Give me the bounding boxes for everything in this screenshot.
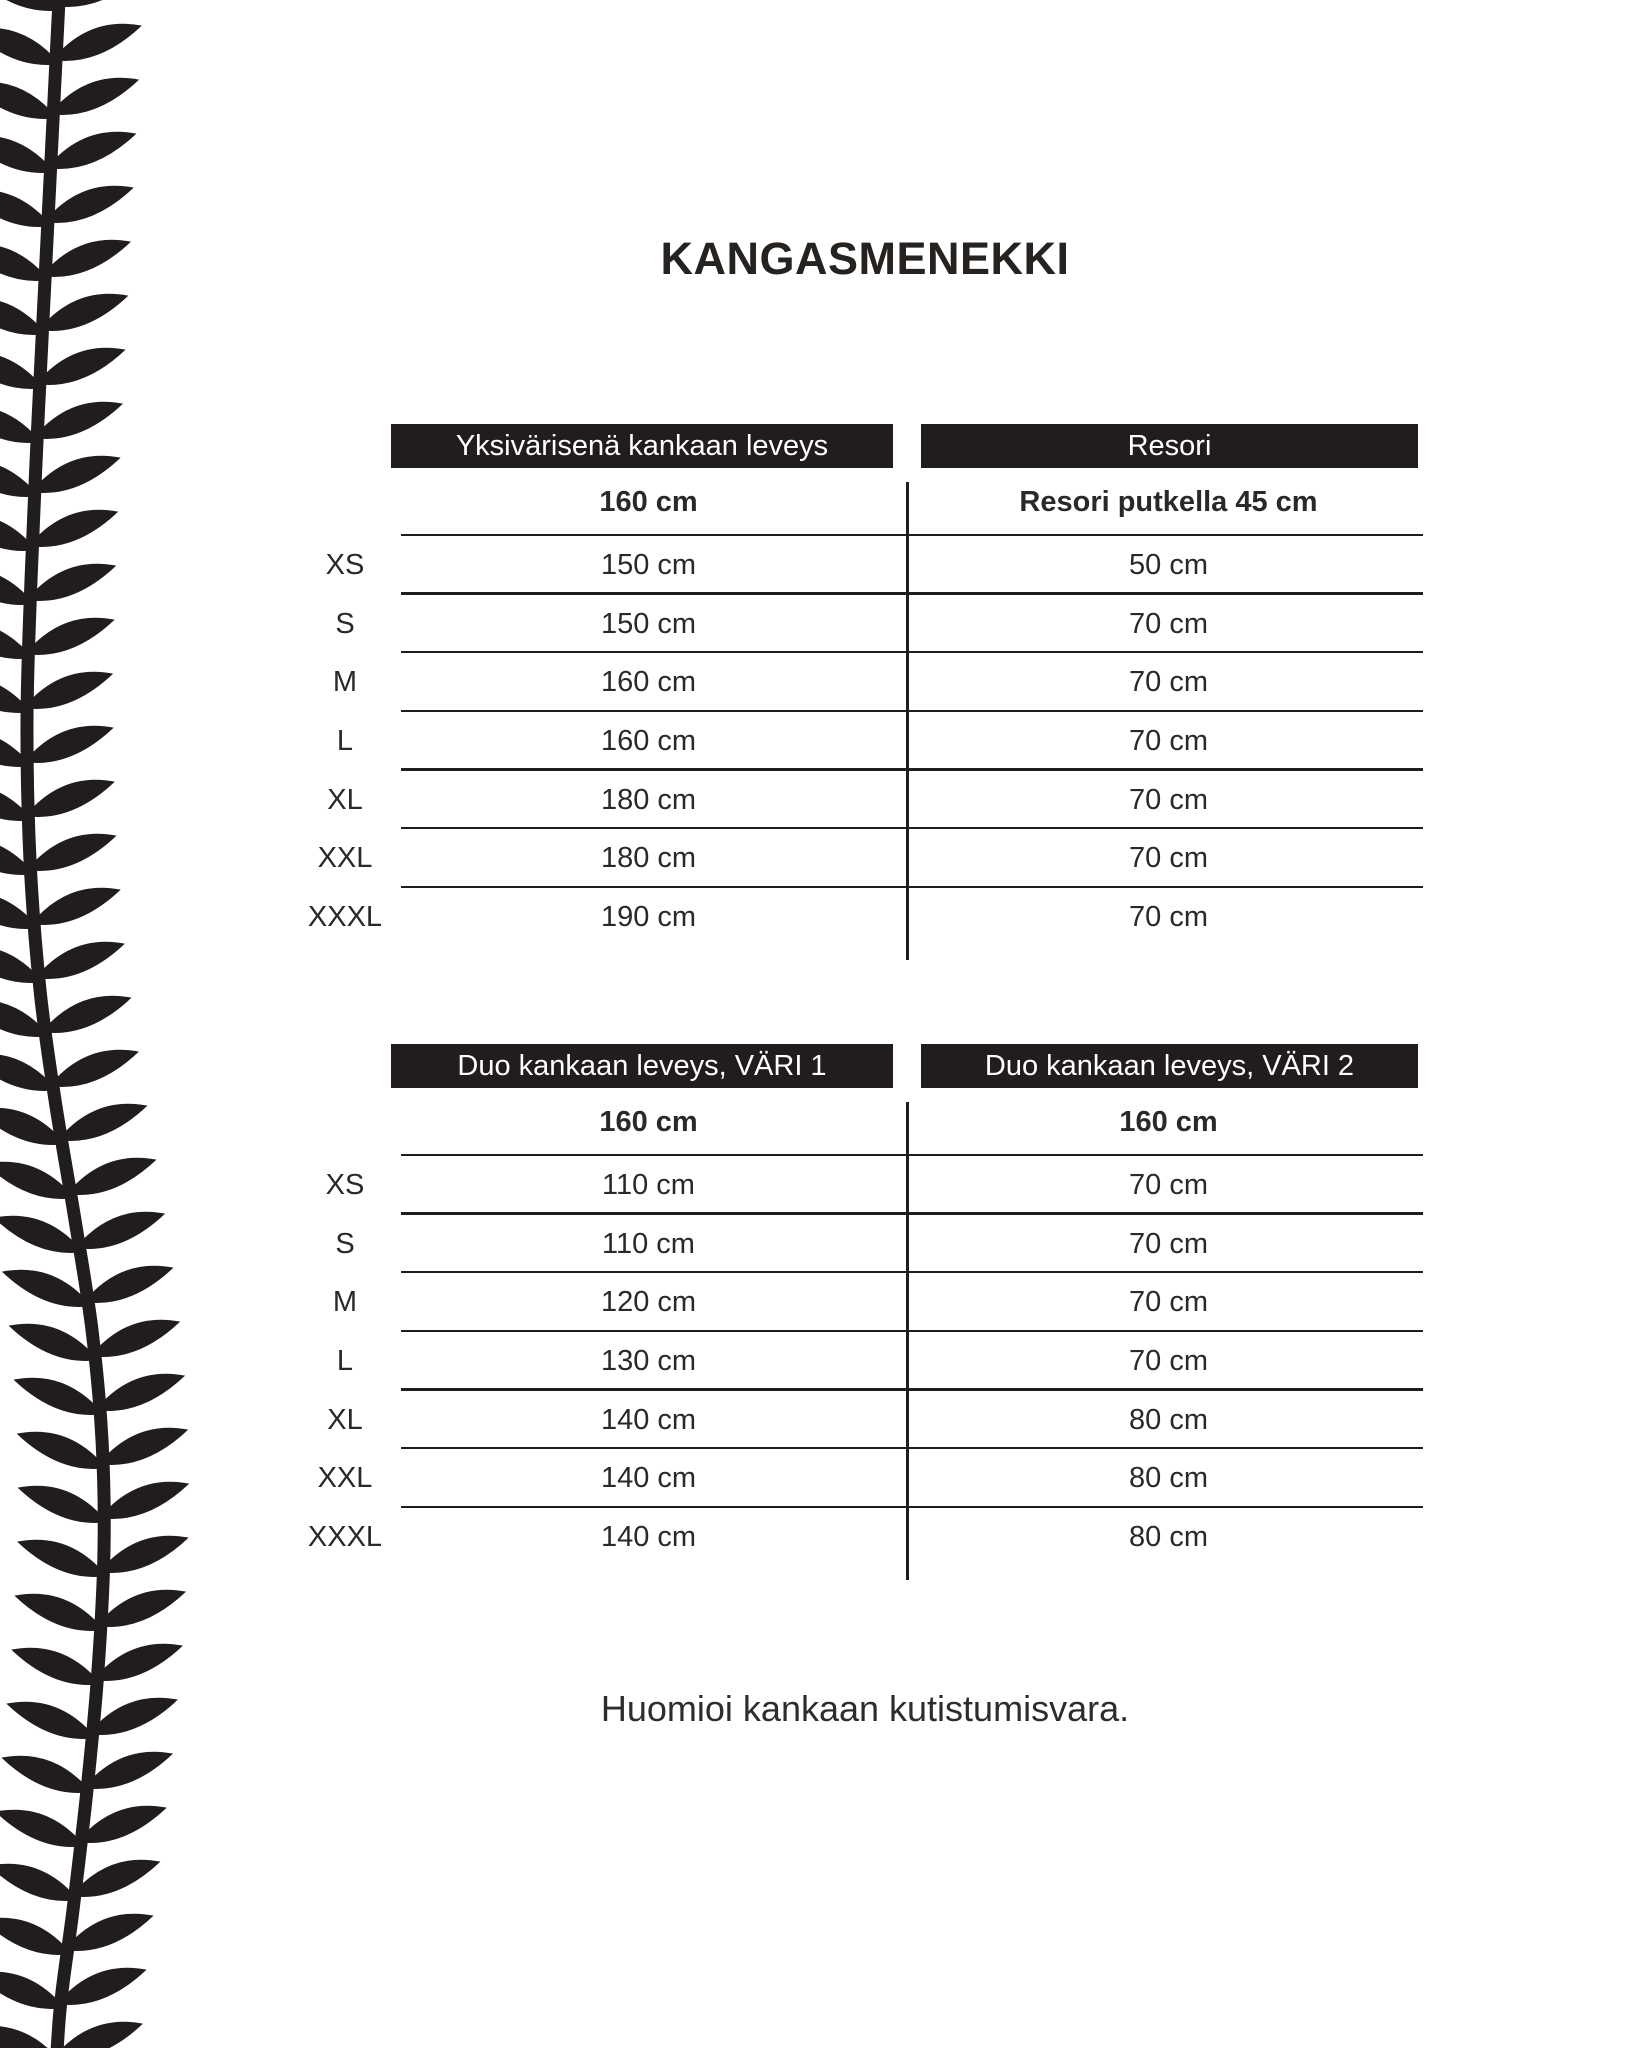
value-cell: 140 cm (600, 1403, 697, 1436)
table1-subheader-row (300, 468, 1430, 536)
value-cell: 180 cm (600, 842, 697, 875)
table-row (300, 1273, 1430, 1332)
table2-column-divider (906, 1102, 909, 1580)
size-label: M (332, 1286, 358, 1319)
value-cell: 150 cm (600, 548, 697, 581)
table1-header-bars (300, 424, 1430, 468)
value-cell: 70 cm (1129, 783, 1208, 816)
size-label: XL (327, 783, 363, 816)
size-label: XS (325, 548, 365, 581)
table-row (300, 1391, 1430, 1450)
value-cell: 140 cm (600, 1462, 697, 1495)
size-label: XL (327, 1403, 363, 1436)
value-cell: 70 cm (1129, 724, 1208, 757)
table-row (300, 712, 1430, 771)
value-cell: 70 cm (1129, 1168, 1208, 1201)
size-label: XXL (317, 1462, 373, 1495)
table-row (300, 595, 1430, 654)
fabric-table-single-color (300, 424, 1430, 947)
value-cell: 70 cm (1129, 666, 1208, 699)
value-cell: 80 cm (1129, 1462, 1208, 1495)
table1-rows (300, 536, 1430, 947)
size-label: XXXL (307, 900, 383, 933)
value-cell: 70 cm (1129, 1286, 1208, 1319)
table1-subheader-left: 160 cm (599, 485, 698, 518)
value-cell: 180 cm (600, 783, 697, 816)
value-cell: 150 cm (600, 607, 697, 640)
size-label: S (335, 607, 355, 640)
shrinkage-note: Huomioi kankaan kutistumisvara. (600, 1688, 1130, 1729)
value-cell: 110 cm (602, 1168, 695, 1201)
size-label: L (336, 1344, 354, 1377)
table-row (300, 1332, 1430, 1391)
value-cell: 70 cm (1129, 1344, 1208, 1377)
table-row (300, 536, 1430, 595)
table-row (300, 888, 1430, 947)
size-label: XS (325, 1168, 365, 1201)
table-row (300, 1449, 1430, 1508)
value-cell: 80 cm (1129, 1403, 1208, 1436)
table-row (300, 771, 1430, 830)
value-cell: 50 cm (1129, 548, 1208, 581)
size-label: S (335, 1227, 355, 1260)
value-cell: 120 cm (600, 1286, 697, 1319)
table2-subheader-right: 160 cm (1119, 1105, 1218, 1138)
value-cell: 70 cm (1129, 1227, 1208, 1260)
value-cell: 190 cm (600, 900, 697, 933)
size-label: XXXL (307, 1520, 383, 1553)
table-row (300, 1508, 1430, 1567)
value-cell: 140 cm (600, 1520, 697, 1553)
value-cell: 80 cm (1129, 1520, 1208, 1553)
table-row (300, 653, 1430, 712)
table2-header-right: Duo kankaan leveys, VÄRI 2 (921, 1044, 1418, 1088)
value-cell: 130 cm (600, 1344, 697, 1377)
value-cell: 160 cm (600, 666, 697, 699)
value-cell: 70 cm (1129, 607, 1208, 640)
table2-subheader-row (300, 1088, 1430, 1156)
table1-header-left: Yksivärisenä kankaan leveys (391, 424, 893, 468)
spacer (300, 1088, 390, 1156)
fabric-table-duo-color (300, 1044, 1430, 1567)
table2-subheader-left: 160 cm (599, 1105, 698, 1138)
size-label: M (332, 666, 358, 699)
table-row (300, 829, 1430, 888)
value-cell: 110 cm (602, 1227, 695, 1260)
table-row (300, 1215, 1430, 1274)
leaf-vine-decoration (0, 0, 210, 2048)
table2-header-left: Duo kankaan leveys, VÄRI 1 (391, 1044, 893, 1088)
size-label: L (336, 724, 354, 757)
spacer (300, 468, 390, 536)
table1-subheader-right: Resori putkella 45 cm (1019, 485, 1318, 518)
value-cell: 70 cm (1129, 900, 1208, 933)
table1-column-divider (906, 482, 909, 960)
table1-header-right: Resori (921, 424, 1418, 468)
table-row (300, 1156, 1430, 1215)
value-cell: 160 cm (600, 724, 697, 757)
table2-header-bars (300, 1044, 1430, 1088)
value-cell: 70 cm (1129, 842, 1208, 875)
table2-rows (300, 1156, 1430, 1567)
size-label: XXL (317, 842, 373, 875)
page-title: KANGASMENEKKI (660, 233, 1070, 284)
